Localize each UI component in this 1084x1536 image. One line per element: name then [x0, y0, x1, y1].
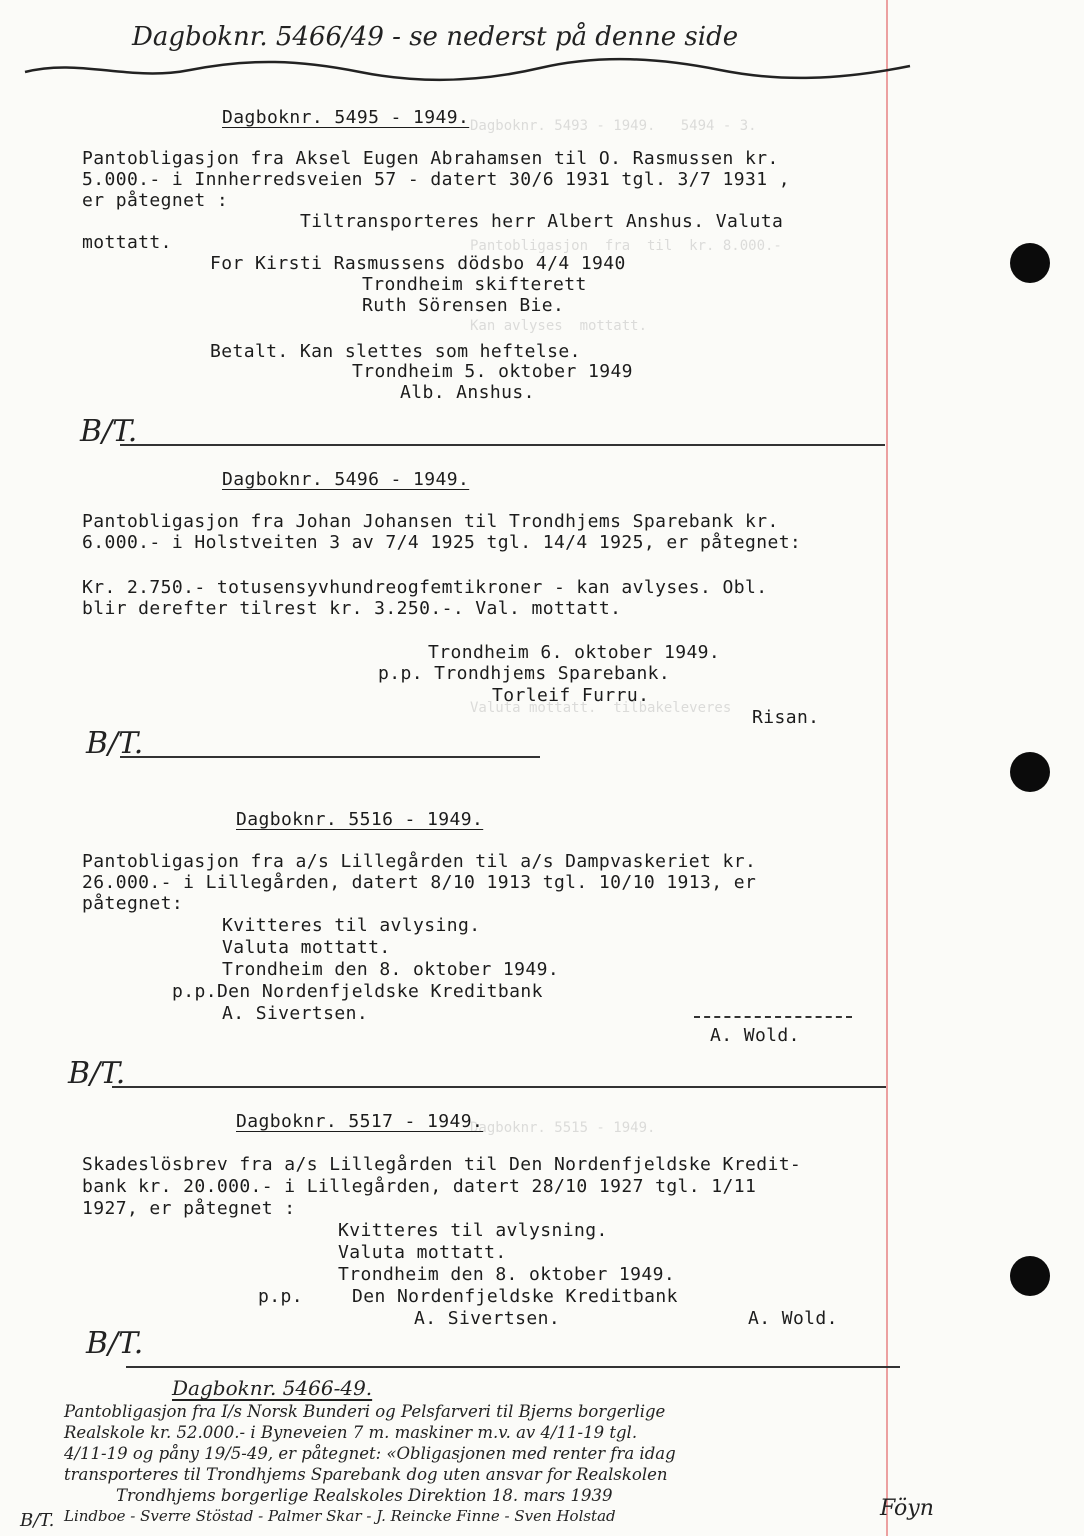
- entry-line: Trondheim skifterett: [362, 274, 587, 295]
- entry-line: Valuta mottatt.: [338, 1242, 507, 1263]
- entry-line: påtegnet:: [82, 893, 184, 914]
- note-line: 4/11-19 og påny 19/5-49, er påtegnet: «Obligasjonen med renter fra idag: [64, 1444, 676, 1463]
- note-header: Dagboknr. 5466-49.: [172, 1376, 373, 1400]
- separator-line: [120, 444, 885, 446]
- entry-line: Kr. 2.750.- totusensyvhundreogfemtikroner - kan avlyses. Obl.: [82, 577, 768, 598]
- entry-line: A. Sivertsen.: [414, 1308, 561, 1329]
- note-line: Pantobligasjon fra I/s Norsk Bunderi og Pelsfarveri til Bjerns borgerlige: [64, 1402, 666, 1421]
- punch-hole: [1010, 243, 1050, 283]
- note-line: transporteres til Trondhjems Sparebank dog uten ansvar for Realskolen: [64, 1465, 668, 1484]
- note-line: Trondhjems borgerlige Realskoles Direktion 18. mars 1939: [116, 1486, 613, 1505]
- initials: B/T.: [20, 1510, 55, 1531]
- initials: B/T.: [86, 726, 144, 761]
- entry-line: A. Wold.: [748, 1308, 838, 1329]
- separator-line: [126, 1366, 900, 1368]
- entry-header: Dagboknr. 5496 - 1949.: [222, 469, 470, 490]
- entry-line: Pantobligasjon fra Johan Johansen til Trondhjems Sparebank kr.: [82, 511, 779, 532]
- entry-line: 5.000.- i Innherredsveien 57 - datert 30/6 1931 tgl. 3/7 1931 ,: [82, 169, 790, 190]
- bleed-through: Valuta mottatt. tilbakeleveres: [470, 700, 732, 716]
- entry-line: 26.000.- i Lillegården, datert 8/10 1913 tgl. 10/10 1913, er: [82, 872, 757, 893]
- initials: B/T.: [68, 1056, 126, 1091]
- entry-line: Alb. Anshus.: [400, 382, 535, 403]
- entry-line: p.p.Den Nordenfjeldske Kreditbank: [172, 981, 543, 1002]
- entry-line: Trondheim 5. oktober 1949: [352, 361, 633, 382]
- bleed-through: Dagboknr. 5515 - 1949.: [470, 1120, 656, 1136]
- entry-line: Torleif Furru.: [492, 685, 650, 706]
- entry-line: Valuta mottatt.: [222, 937, 391, 958]
- bleed-through: Dagboknr. 5493 - 1949. 5494 - 3.: [470, 118, 757, 134]
- entry-line: Trondheim den 8. oktober 1949.: [222, 959, 560, 980]
- entry-line: Tiltransporteres herr Albert Anshus. Valuta: [300, 211, 784, 232]
- entry-header: Dagboknr. 5517 - 1949.: [236, 1111, 484, 1132]
- note-line: Realskole kr. 52.000.- i Byneveien 7 m. maskiner m.v. av 4/11-19 tgl.: [64, 1423, 638, 1442]
- entry-line: Risan.: [752, 707, 820, 728]
- entry-line: 1927, er påtegnet :: [82, 1198, 296, 1219]
- entry-line: Trondheim 6. oktober 1949.: [428, 642, 721, 663]
- entry-header: Dagboknr. 5495 - 1949.: [222, 107, 470, 128]
- entry-line: bank kr. 20.000.- i Lillegården, datert 28/10 1927 tgl. 1/11: [82, 1176, 757, 1197]
- signature: Föyn: [880, 1496, 934, 1521]
- punch-hole: [1010, 1256, 1050, 1296]
- entry-line: A. Sivertsen.: [222, 1003, 369, 1024]
- punch-hole: [1010, 752, 1050, 792]
- entry-line: p.p. Trondhjems Sparebank.: [378, 663, 671, 684]
- entry-line: Betalt. Kan slettes som heftelse.: [210, 341, 581, 362]
- entry-line: Pantobligasjon fra Aksel Eugen Abrahamsen til O. Rasmussen kr.: [82, 148, 779, 169]
- entry-line: Kvitteres til avlysing.: [222, 915, 481, 936]
- entry-header: Dagboknr. 5516 - 1949.: [236, 809, 484, 830]
- note-line: Lindboe - Sverre Stöstad - Palmer Skar - J. Reincke Finne - Sven Holstad: [64, 1507, 616, 1525]
- entry-line: A. Wold.: [710, 1025, 800, 1046]
- bleed-through: Kan avlyses mottatt.: [470, 318, 648, 334]
- entry-line: 6.000.- i Holstveiten 3 av 7/4 1925 tgl. 14/4 1925, er påtegnet:: [82, 532, 802, 553]
- signature-line: [694, 1016, 852, 1018]
- entry-line: p.p.: [258, 1286, 303, 1307]
- entry-line: Trondheim den 8. oktober 1949.: [338, 1264, 676, 1285]
- entry-line: Den Nordenfjeldske Kreditbank: [352, 1286, 678, 1307]
- top-note: Dagboknr. 5466/49 - se nederst på denne side: [132, 22, 739, 52]
- entry-line: er påtegnet :: [82, 190, 229, 211]
- margin-line: [886, 0, 888, 1536]
- wavy-stroke: [20, 52, 920, 86]
- separator-line: [120, 756, 540, 758]
- entry-line: For Kirsti Rasmussens dödsbo 4/4 1940: [210, 253, 626, 274]
- entry-line: blir derefter tilrest kr. 3.250.-. Val. mottatt.: [82, 598, 622, 619]
- entry-line: mottatt.: [82, 232, 172, 253]
- entry-line: Pantobligasjon fra a/s Lillegården til a/s Dampvaskeriet kr.: [82, 851, 757, 872]
- entry-line: Skadeslösbrev fra a/s Lillegården til Den Nordenfjeldske Kredit-: [82, 1154, 802, 1175]
- initials: B/T.: [80, 414, 138, 449]
- initials: B/T.: [86, 1326, 144, 1361]
- separator-line: [112, 1086, 886, 1088]
- bleed-through: Pantobligasjon fra til kr. 8.000.-: [470, 238, 782, 254]
- entry-line: Ruth Sörensen Bie.: [362, 295, 565, 316]
- entry-line: Kvitteres til avlysning.: [338, 1220, 608, 1241]
